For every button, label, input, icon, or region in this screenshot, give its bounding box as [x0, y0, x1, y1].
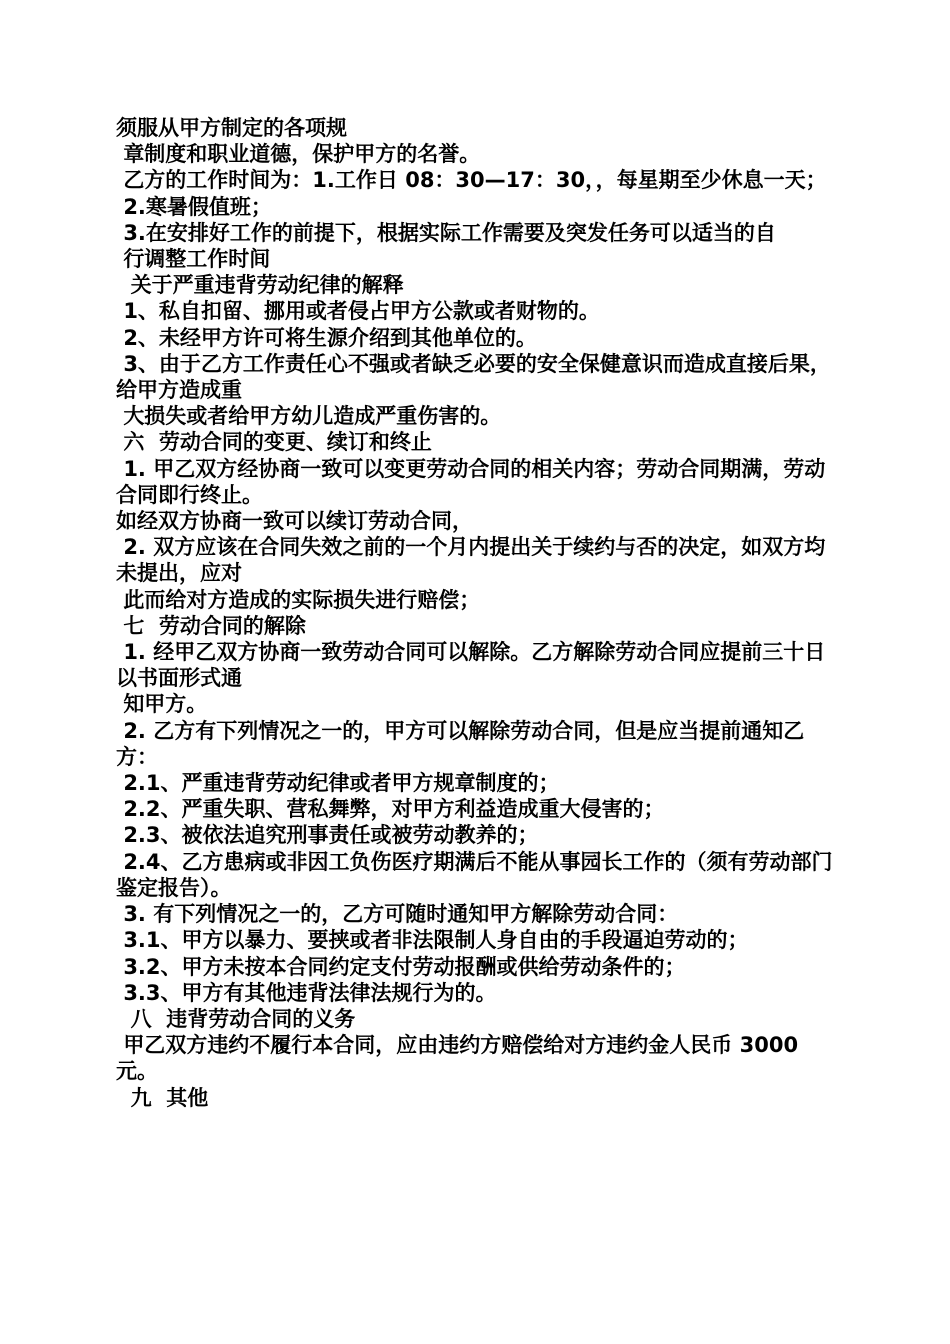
text-line: 2.4、乙方患病或非因工负伤医疗期满后不能从事园长工作的（须有劳动部门鉴定报告）。 — [116, 849, 833, 900]
text-line: 知甲方。 — [116, 692, 208, 717]
text-line: 如经双方协商一致可以续订劳动合同， — [116, 509, 473, 534]
text-line: 大损失或者给甲方幼儿造成严重伤害的。 — [116, 404, 502, 429]
text-line: 2.3、被依法追究刑事责任或被劳动教养的； — [116, 823, 539, 848]
text-line: 3.3、甲方有其他违背法律法规行为的。 — [116, 980, 497, 1005]
text-line: 须服从甲方制定的各项规 — [116, 116, 347, 140]
text-line: 行调整工作时间 — [116, 247, 271, 272]
text-line: 此而给对方造成的实际损失进行赔偿； — [116, 587, 481, 612]
section-heading: 六 劳动合同的变更、续订和终止 — [116, 430, 432, 455]
text-line: 1、私自扣留、挪用或者侵占甲方公款或者财物的。 — [116, 299, 600, 324]
text-line: 3. 有下列情况之一的，乙方可随时通知甲方解除劳动合同： — [116, 902, 679, 927]
document-body — [116, 115, 836, 1111]
text-line: 3.2、甲方未按本合同约定支付劳动报酬或供给劳动条件的； — [116, 954, 686, 979]
text-line: 1. 甲乙双方经协商一致可以变更劳动合同的相关内容；劳动合同期满，劳动合同即行终止。 — [116, 456, 826, 507]
text-line: 3、由于乙方工作责任心不强或者缺乏必要的安全保健意识而造成直接后果，给甲方造成重 — [116, 351, 831, 403]
text-line: 2.1、严重违背劳动纪律或者甲方规章制度的； — [116, 771, 560, 796]
text-line: 2. 乙方有下列情况之一的，甲方可以解除劳动合同，但是应当提前通知乙方： — [116, 718, 805, 769]
section-heading: 八 违背劳动合同的义务 — [116, 1006, 356, 1031]
text-line: 2.寒暑假值班； — [116, 194, 272, 219]
text-line: 章制度和职业道德，保护甲方的名誉。 — [116, 142, 481, 167]
section-heading: 九 其他 — [116, 1085, 209, 1110]
text-line: 3.1、甲方以暴力、要挟或者非法限制人身自由的手段逼迫劳动的； — [116, 928, 749, 953]
section-heading: 七 劳动合同的解除 — [116, 613, 306, 638]
section-heading: 关于严重违背劳动纪律的解释 — [116, 273, 404, 298]
text-line: 乙方的工作时间为：1.工作日 08：30—17：30，，每星期至少休息一天； — [116, 168, 827, 193]
text-line: 2.2、严重失职、营私舞弊，对甲方利益造成重大侵害的； — [116, 797, 665, 822]
text-line: 2. 双方应该在合同失效之前的一个月内提出关于续约与否的决定，如双方均未提出，应对 — [116, 535, 826, 586]
text-line: 3.在安排好工作的前提下，根据实际工作需要及突发任务可以适当的自 — [116, 220, 776, 245]
text-line: 1. 经甲乙双方协商一致劳动合同可以解除。乙方解除劳动合同应提前三十日以书面形式通 — [116, 640, 826, 691]
text-line: 2、未经甲方许可将生源介绍到其他单位的。 — [116, 325, 537, 350]
text-line: 甲乙双方违约不履行本合同，应由违约方赔偿给对方违约金人民币 3000 元。 — [116, 1033, 806, 1084]
